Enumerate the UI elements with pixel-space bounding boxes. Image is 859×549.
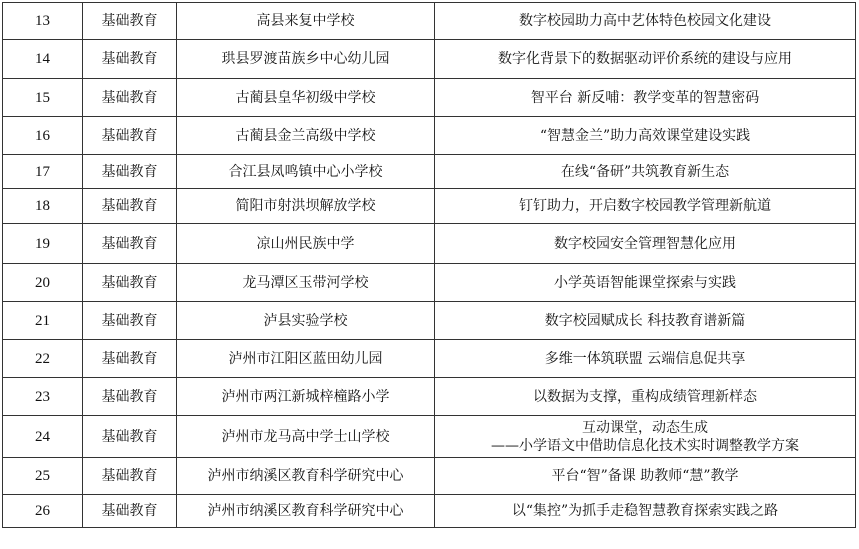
table-row [3, 340, 856, 378]
school-name-cell: 古蔺县金兰高级中学校 [177, 117, 435, 155]
school-name-cell: 泸州市纳溪区教育科学研究中心 [177, 495, 435, 528]
row-number: 23 [3, 378, 83, 416]
table-row [3, 3, 856, 40]
table-row [3, 40, 856, 79]
category-cell: 基础教育 [83, 40, 177, 79]
row-number: 13 [3, 3, 83, 40]
table-row [3, 416, 856, 458]
category-cell: 基础教育 [83, 79, 177, 117]
category-cell: 基础教育 [83, 458, 177, 495]
category-cell: 基础教育 [83, 117, 177, 155]
project-title-line: 小学英语智能课堂探索与实践 [554, 274, 736, 291]
project-title-line: 平台“智”备课 助教师“慧”教学 [551, 468, 739, 484]
project-title-cell [435, 302, 856, 340]
project-title-cell [435, 378, 856, 416]
school-name-cell: 泸县实验学校 [177, 302, 435, 340]
category-cell: 基础教育 [83, 189, 177, 224]
row-number: 22 [3, 340, 83, 378]
category-cell: 基础教育 [83, 378, 177, 416]
row-number: 21 [3, 302, 83, 340]
school-name-cell: 泸州市纳溪区教育科学研究中心 [177, 458, 435, 495]
school-name-cell: 合江县凤鸣镇中心小学校 [177, 155, 435, 189]
project-title-cell [435, 40, 856, 79]
row-number: 25 [3, 458, 83, 495]
row-number: 24 [3, 416, 83, 458]
category-cell: 基础教育 [83, 155, 177, 189]
project-title-line: “智慧金兰”助力高效课堂建设实践 [539, 127, 751, 144]
school-name-cell: 泸州市江阳区蓝田幼儿园 [177, 340, 435, 378]
row-number: 26 [3, 495, 83, 528]
project-title-line: 数字校园安全管理智慧化应用 [554, 235, 736, 252]
project-title-cell [435, 189, 856, 224]
project-title-cell [435, 224, 856, 264]
project-title-line: 在线“备研”共筑教育新生态 [560, 163, 730, 180]
table-row [3, 155, 856, 189]
project-title-cell [435, 117, 856, 155]
project-title-cell [435, 458, 856, 495]
school-name-cell: 泸州市两江新城梓橦路小学 [177, 378, 435, 416]
project-title-line: 以数据为支撑，重构成绩管理新样态 [533, 388, 757, 405]
table-row [3, 117, 856, 155]
row-number: 14 [3, 40, 83, 79]
row-number: 19 [3, 224, 83, 264]
category-cell: 基础教育 [83, 416, 177, 458]
category-cell: 基础教育 [83, 340, 177, 378]
project-title-cell [435, 3, 856, 40]
project-title-cell [435, 416, 856, 458]
project-title-cell [435, 155, 856, 189]
project-title-cell [435, 79, 856, 117]
row-number: 18 [3, 189, 83, 224]
project-title-line: 数字校园助力高中艺体特色校园文化建设 [519, 13, 771, 29]
row-number: 20 [3, 264, 83, 302]
category-cell: 基础教育 [83, 495, 177, 528]
table-row [3, 189, 856, 224]
category-cell: 基础教育 [83, 3, 177, 40]
row-number: 17 [3, 155, 83, 189]
project-title-line: 智平台 新反哺：教学变革的智慧密码 [530, 89, 760, 106]
table-row [3, 378, 856, 416]
project-title-line: 互动课堂，动态生成 [582, 419, 708, 436]
school-name-cell: 龙马潭区玉带河学校 [177, 264, 435, 302]
table-row [3, 224, 856, 264]
project-title-cell [435, 495, 856, 528]
project-title-line: 数字校园赋成长 科技教育谱新篇 [544, 312, 746, 329]
project-title-cell [435, 264, 856, 302]
table-row [3, 495, 856, 528]
project-title-line: 以“集控”为抓手走稳智慧教育探索实践之路 [511, 503, 779, 519]
project-title-line: 钉钉助力，开启数字校园教学管理新航道 [519, 198, 771, 214]
school-name-cell: 凉山州民族中学 [177, 224, 435, 264]
project-title-line: ——小学语文中借助信息化技术实时调整教学方案 [491, 437, 799, 454]
table-row [3, 79, 856, 117]
category-cell: 基础教育 [83, 264, 177, 302]
school-name-cell: 泸州市龙马高中学士山学校 [177, 416, 435, 458]
table-row [3, 264, 856, 302]
row-number: 16 [3, 117, 83, 155]
school-name-cell: 古蔺县皇华初级中学校 [177, 79, 435, 117]
table-row [3, 458, 856, 495]
table-row [3, 302, 856, 340]
project-title-line: 多维一体筑联盟 云端信息促共享 [544, 350, 746, 367]
school-name-cell: 珙县罗渡苗族乡中心幼儿园 [177, 40, 435, 79]
results-table [2, 2, 856, 528]
school-name-cell: 简阳市射洪坝解放学校 [177, 189, 435, 224]
project-title-cell [435, 340, 856, 378]
school-name-cell: 高县来复中学校 [177, 3, 435, 40]
category-cell: 基础教育 [83, 302, 177, 340]
project-title-line: 数字化背景下的数据驱动评价系统的建设与应用 [498, 51, 792, 67]
row-number: 15 [3, 79, 83, 117]
table-body [3, 3, 856, 528]
category-cell: 基础教育 [83, 224, 177, 264]
